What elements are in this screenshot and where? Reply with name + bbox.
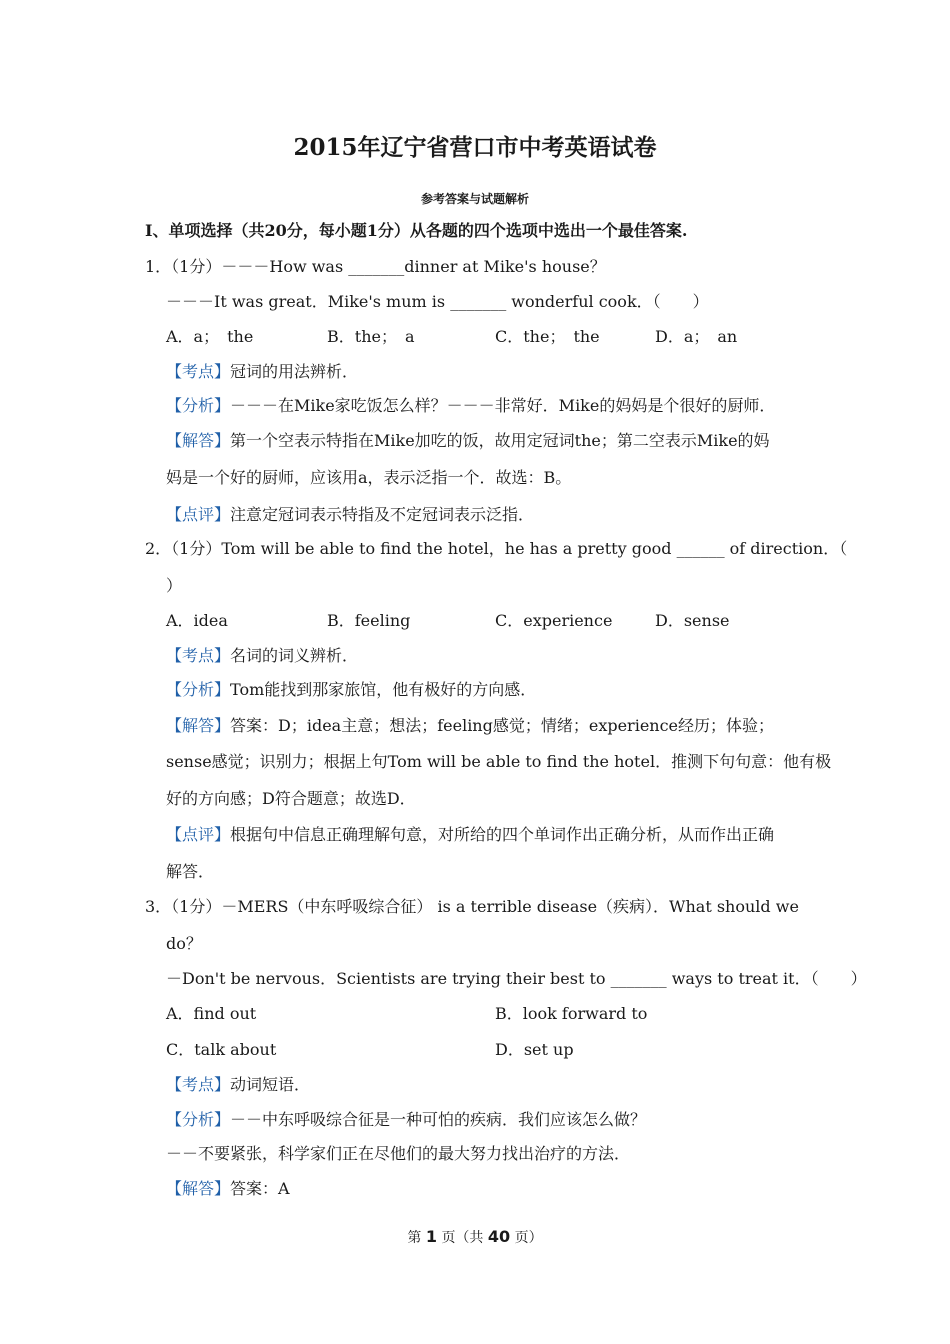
footer-pre: 第 <box>407 1230 422 1246</box>
q3-fenxi-text-1: －－中东呼吸综合征是一种可怕的疾病．我们应该怎么做？ <box>230 1110 647 1129</box>
q1-jieda <box>166 431 770 451</box>
kaodian-tag: 【考点】 <box>166 646 231 665</box>
fenxi-tag: 【分析】 <box>166 1110 231 1129</box>
q2-option-c: C．experience <box>495 611 613 630</box>
q2-option-b: B．feeling <box>327 611 411 630</box>
q1-option-c: C．the； the <box>495 327 600 346</box>
q2-jieda <box>166 716 774 736</box>
q3-option-a: A．find out <box>166 1004 257 1023</box>
jieda-tag: 【解答】 <box>166 716 231 735</box>
q2-stem-line2: ） <box>166 576 183 595</box>
jieda-tag: 【解答】 <box>166 1179 231 1198</box>
jieda-tag: 【解答】 <box>166 431 231 450</box>
q2-dianping-text-1: 根据句中信息正确理解句意，对所给的四个单词作出正确分析，从而作出正确 <box>230 825 775 844</box>
fenxi-tag: 【分析】 <box>166 396 231 415</box>
q1-stem-line2: －－－It was great．Mike's mum is _______ wonderful cook．（ ） <box>166 292 709 311</box>
q1-fenxi <box>166 396 775 416</box>
section-heading: I、单项选择（共20分，每小题1分）从各题的四个选项中选出一个最佳答案. <box>145 221 688 240</box>
q1-option-a: A．a； the <box>166 327 254 346</box>
footer-mid: 页（共 <box>441 1230 484 1246</box>
q2-stem-line1: 2．（1分）Tom will be able to find the hotel，he has a pretty good ______ of direction．（ <box>145 539 848 558</box>
q1-option-b: B．the； a <box>327 327 415 346</box>
q1-jieda-line2: 妈是一个好的厨师，应该用a，表示泛指一个．故选：B。 <box>166 468 572 487</box>
q2-jieda-line2: sense感觉；识别力；根据上句Tom will be able to find the hotel．推测下句句意：他有极 <box>166 752 832 771</box>
footer-post: 页） <box>514 1230 543 1246</box>
q2-dianping-line2: 解答． <box>166 862 215 881</box>
page-subtitle: 参考答案与试题解析 <box>420 192 529 206</box>
q1-dianping-text: 注意定冠词表示特指及不定冠词表示泛指． <box>230 505 535 524</box>
q3-jieda-text: 答案：A <box>230 1179 290 1198</box>
q3-kaodian-text: 动词短语． <box>230 1075 311 1094</box>
kaodian-tag: 【考点】 <box>166 362 231 381</box>
q2-kaodian <box>166 646 358 666</box>
q1-fenxi-text: －－－在Mike家吃饭怎么样？－－－非常好．Mike的妈妈是个很好的厨师． <box>230 396 776 415</box>
q3-stem-line1: 3．（1分）－MERS（中东呼吸综合征） is a terrible disease（疾病）．What should we <box>145 897 799 916</box>
q2-jieda-line3: 好的方向感；D符合题意；故选D． <box>166 789 416 808</box>
q3-option-b: B．look forward to <box>495 1004 648 1023</box>
q1-option-d: D．a； an <box>655 327 738 346</box>
q2-fenxi-text: Tom能找到那家旅馆，他有极好的方向感． <box>230 680 537 699</box>
page-title: 2015年辽宁省营口市中考英语试卷 <box>293 134 657 161</box>
q1-kaodian <box>166 362 358 382</box>
footer-total-pages: 40 <box>487 1227 511 1246</box>
q2-option-a: A．idea <box>166 611 228 630</box>
q3-stem-line3: －Don't be nervous．Scientists are trying their best to _______ ways to treat it．（ ） <box>166 969 867 988</box>
q3-stem-line2: do？ <box>166 934 202 953</box>
q2-option-d: D．sense <box>655 611 730 630</box>
q1-stem-line1: 1．（1分）－－－How was _______dinner at Mike's house？ <box>145 257 606 276</box>
q2-kaodian-text: 名词的词义辨析． <box>230 646 359 665</box>
dianping-tag: 【点评】 <box>166 505 231 524</box>
fenxi-tag: 【分析】 <box>166 680 231 699</box>
q1-dianping <box>166 505 534 525</box>
footer-page-number: 1 <box>425 1227 437 1246</box>
q1-kaodian-text: 冠词的用法辨析． <box>230 362 359 381</box>
q3-option-c: C．talk about <box>166 1040 277 1059</box>
kaodian-tag: 【考点】 <box>166 1075 231 1094</box>
q3-option-d: D．set up <box>495 1040 574 1059</box>
q1-jieda-text-1: 第一个空表示特指在Mike加吃的饭，故用定冠词the；第二空表示Mike的妈 <box>230 431 770 450</box>
dianping-tag: 【点评】 <box>166 825 231 844</box>
q2-jieda-text-1: 答案：D；idea主意；想法；feeling感觉；情绪；experience经历；体验； <box>230 716 775 735</box>
q3-kaodian <box>166 1075 310 1095</box>
q3-fenxi-line2: －－不要紧张，科学家们正在尽他们的最大努力找出治疗的方法． <box>166 1144 631 1163</box>
q3-fenxi <box>166 1110 646 1130</box>
q2-dianping <box>166 825 774 845</box>
q2-fenxi <box>166 680 536 700</box>
q3-jieda <box>166 1179 290 1199</box>
page-footer <box>0 1227 950 1248</box>
